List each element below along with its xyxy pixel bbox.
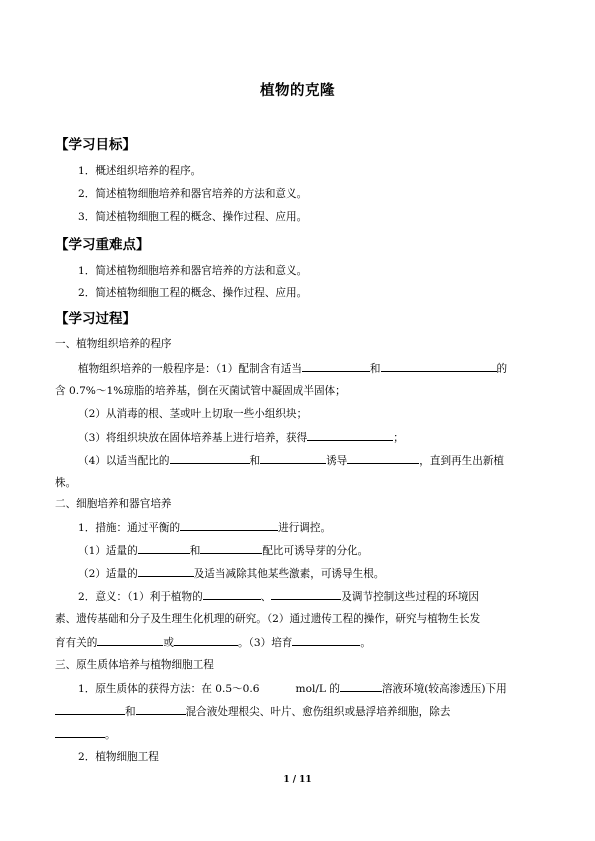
- text-line: 1．原生质体的获得方法：在 0.5～0.6 mol/L 的 溶液环境(较高渗透压)下用: [78, 683, 507, 695]
- text-line: 素、遗传基础和分子及生理生化机理的研究。（2）通过遗传工程的操作，研究与植物生长发: [55, 613, 481, 625]
- text-line: （2）从消毒的根、茎或叶上切取一些小组织块；: [78, 408, 308, 420]
- section-heading-key-points: 【学习重难点】: [55, 237, 150, 253]
- goal-item: 1．概述组织培养的程序。: [78, 165, 202, 177]
- text-line: 株。: [55, 477, 77, 489]
- text-line: （3）将组织块放在固体培养基上进行培养，获得 ；: [78, 432, 404, 444]
- text-line: （2）适量的 及适当减除其他某些激素，可诱导生根。: [78, 568, 385, 580]
- text-line: 1．措施：通过平衡的 进行调控。: [78, 522, 332, 534]
- text-line: （4）以适当配比的 和 诱导 ，直到再生出新植: [78, 455, 505, 467]
- text-line: （1）适量的 和 配比可诱导芽的分化。: [78, 545, 369, 557]
- text-line: 和 混合液处理根尖、叶片、愈伤组织或悬浮培养细胞，除去: [55, 704, 450, 719]
- part-heading: 一、植物组织培养的程序: [55, 338, 172, 350]
- text-line: 2．意义：（1）利于植物的 、 及调节控制这些过程的环境因: [78, 591, 480, 603]
- section-heading-goals: 【学习目标】: [55, 137, 136, 153]
- key-point-item: 2．简述植物细胞工程的概念、操作过程、应用。: [78, 287, 308, 299]
- text-line: 。: [55, 727, 116, 742]
- text-line: 育有关的 或 。（3）培育 。: [55, 637, 371, 649]
- text-line: 含 0.7%～1%琼脂的培养基，倒在灭菌试管中凝固成半固体；: [55, 385, 346, 397]
- part-heading: 二、细胞培养和器官培养: [55, 498, 172, 510]
- key-point-item: 1．简述植物细胞培养和器官培养的方法和意义。: [78, 265, 308, 277]
- text-line: 2．植物细胞工程: [78, 751, 159, 763]
- page-number: 1 / 11: [283, 775, 312, 785]
- section-heading-process: 【学习过程】: [55, 311, 136, 327]
- goal-item: 2．简述植物细胞培养和器官培养的方法和意义。: [78, 188, 308, 200]
- part-heading: 三、原生质体培养与植物细胞工程: [55, 659, 214, 671]
- goal-item: 3．简述植物细胞工程的概念、操作过程、应用。: [78, 211, 308, 223]
- text-line: 植物组织培养的一般程序是：（1）配制含有适当 和 的: [78, 363, 508, 375]
- page-title: 植物的克隆: [260, 83, 335, 99]
